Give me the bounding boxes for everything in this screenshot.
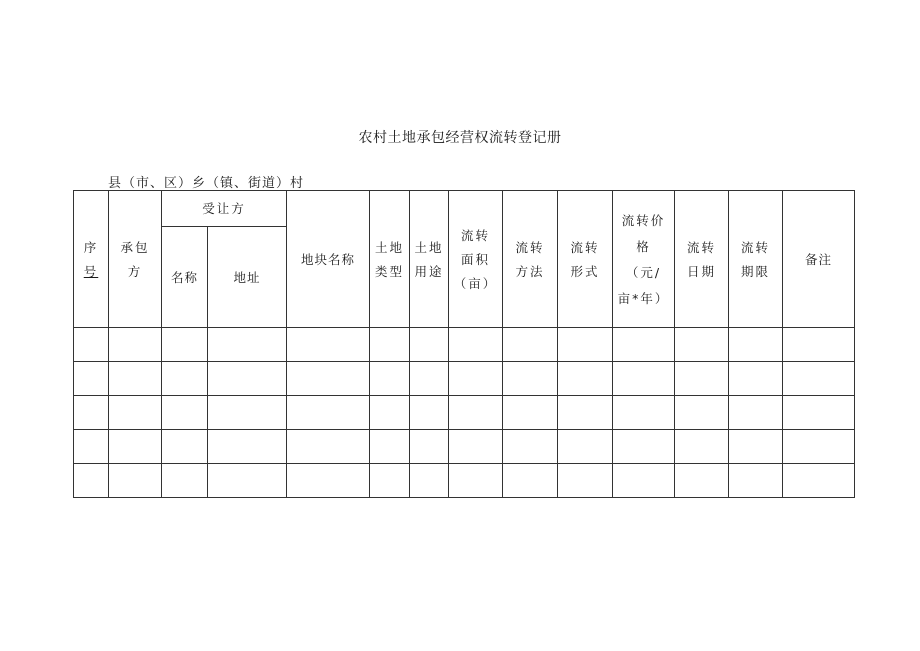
table-cell: [410, 396, 449, 430]
table-cell: [449, 362, 503, 396]
table-cell: [729, 362, 783, 396]
table-cell: [208, 430, 287, 464]
header-transfer-price: 流转价 格 （元/ 亩*年）: [613, 191, 675, 328]
table-cell: [370, 362, 410, 396]
table-cell: [613, 328, 675, 362]
table-cell: [449, 396, 503, 430]
table-cell: [287, 464, 370, 498]
table-cell: [783, 328, 855, 362]
table-cell: [783, 430, 855, 464]
header-transfer-date: 流转 日期: [675, 191, 729, 328]
table-cell: [287, 430, 370, 464]
header-transfer-form: 流转 形式: [558, 191, 613, 328]
table-cell: [370, 430, 410, 464]
header-land-type: 土地 类型: [370, 191, 410, 328]
table-cell: [74, 464, 109, 498]
table-cell: [109, 396, 162, 430]
table-cell: [613, 396, 675, 430]
table-cell: [503, 464, 558, 498]
table-cell: [410, 328, 449, 362]
header-transferee-address: 地址: [208, 227, 287, 328]
header-transferee: 受让方: [162, 191, 287, 227]
table-cell: [370, 328, 410, 362]
table-cell: [558, 328, 613, 362]
table-cell: [558, 430, 613, 464]
table-cell: [558, 362, 613, 396]
table-cell: [74, 430, 109, 464]
table-cell: [74, 328, 109, 362]
table-cell: [503, 362, 558, 396]
header-transferee-name: 名称: [162, 227, 208, 328]
table-cell: [109, 328, 162, 362]
table-cell: [410, 430, 449, 464]
table-cell: [503, 430, 558, 464]
table-cell: [109, 464, 162, 498]
table-cell: [675, 396, 729, 430]
table-cell: [613, 362, 675, 396]
table-cell: [729, 464, 783, 498]
table-cell: [675, 464, 729, 498]
registration-table: [73, 190, 855, 498]
table-cell: [729, 328, 783, 362]
table-cell: [675, 430, 729, 464]
table-cell: [370, 396, 410, 430]
table-cell: [449, 328, 503, 362]
table-cell: [287, 396, 370, 430]
table-cell: [783, 362, 855, 396]
table-cell: [558, 464, 613, 498]
table-cell: [613, 464, 675, 498]
table-cell: [783, 396, 855, 430]
table-cell: [208, 464, 287, 498]
table-cell: [162, 396, 208, 430]
table-cell: [410, 362, 449, 396]
table-cell: [675, 328, 729, 362]
table-cell: [503, 396, 558, 430]
table-cell: [208, 396, 287, 430]
header-contractor: 承包 方: [109, 191, 162, 328]
table-row: [74, 362, 855, 396]
header-plot-name: 地块名称: [287, 191, 370, 328]
table-cell: [287, 328, 370, 362]
table-row: [74, 328, 855, 362]
table-row: [74, 464, 855, 498]
table-cell: [162, 430, 208, 464]
header-serial: 序 号: [74, 191, 109, 328]
table-cell: [675, 362, 729, 396]
table-cell: [162, 328, 208, 362]
table-cell: [109, 362, 162, 396]
table-cell: [613, 430, 675, 464]
table-cell: [370, 464, 410, 498]
table-cell: [74, 396, 109, 430]
table-cell: [109, 430, 162, 464]
table-cell: [74, 362, 109, 396]
header-row-1: [74, 191, 855, 227]
table-row: [74, 396, 855, 430]
header-land-use: 土地 用途: [410, 191, 449, 328]
header-transfer-term: 流转 期限: [729, 191, 783, 328]
location-line: 县（市、区）乡（镇、街道）村: [108, 176, 305, 191]
table-cell: [449, 464, 503, 498]
table-cell: [208, 328, 287, 362]
blank-rows: [74, 328, 855, 498]
table-cell: [503, 328, 558, 362]
table-cell: [410, 464, 449, 498]
header-remarks: 备注: [783, 191, 855, 328]
table-cell: [162, 464, 208, 498]
table-cell: [729, 396, 783, 430]
header-transfer-area: 流转 面积 （亩）: [449, 191, 503, 328]
table-cell: [287, 362, 370, 396]
document-title: 农村土地承包经营权流转登记册: [358, 130, 562, 146]
table-cell: [162, 362, 208, 396]
table-row: [74, 430, 855, 464]
table-cell: [783, 464, 855, 498]
table-cell: [558, 396, 613, 430]
table-cell: [729, 430, 783, 464]
header-transfer-method: 流转 方法: [503, 191, 558, 328]
table-cell: [208, 362, 287, 396]
table-cell: [449, 430, 503, 464]
